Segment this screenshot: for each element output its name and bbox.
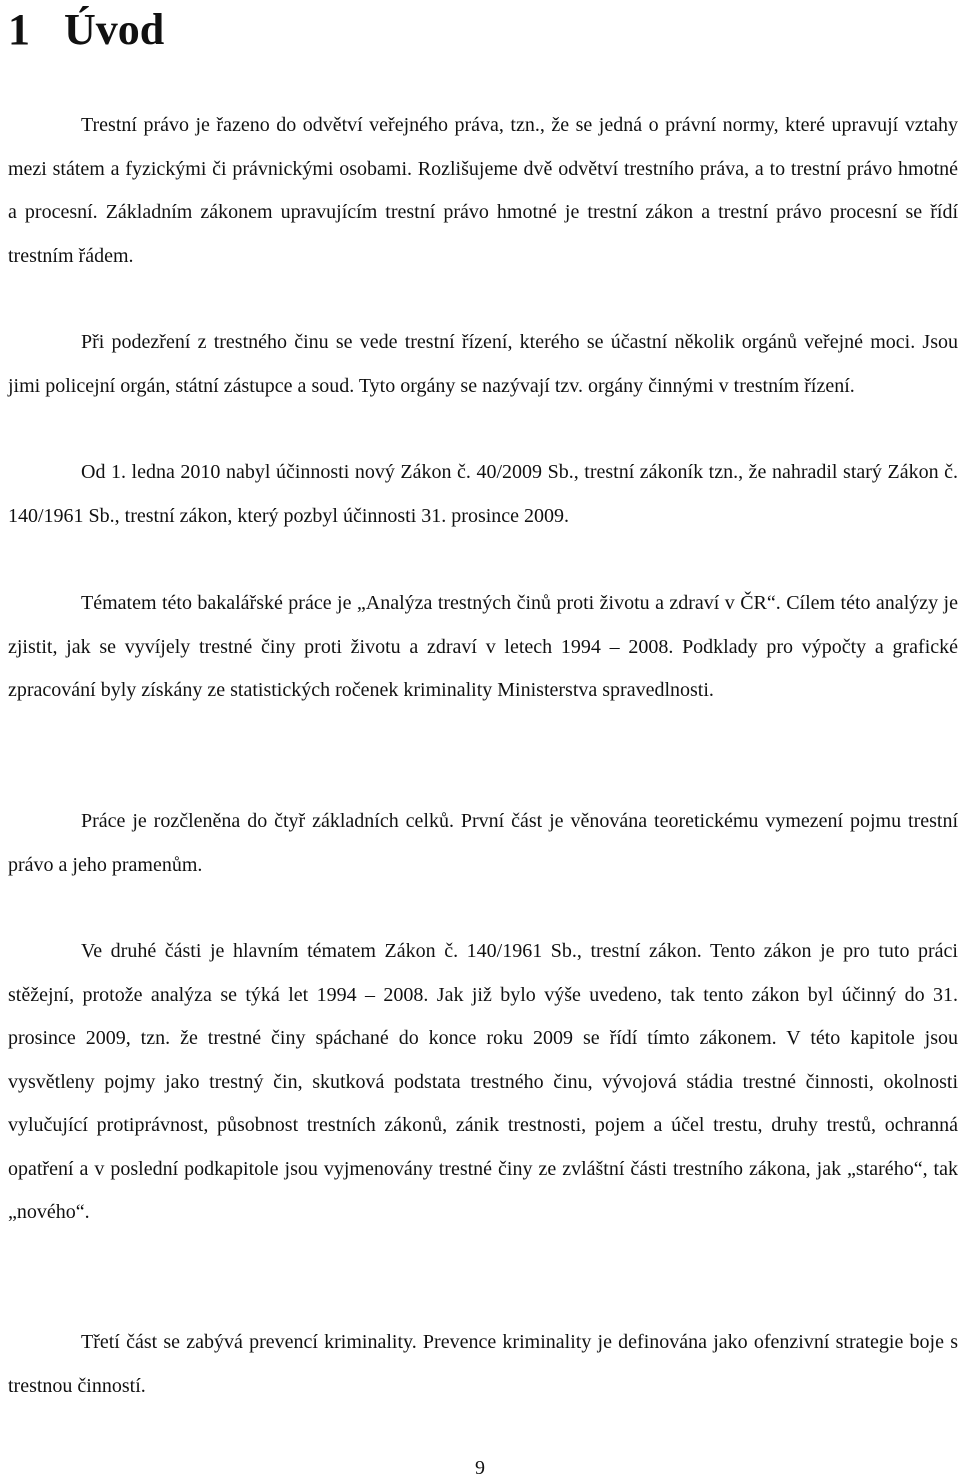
paragraph-structure: Práce je rozčleněna do čtyř základních celků. První část je věnována teoretickému vymezení pojmu trestní právo a jeho pramenům. <box>8 810 958 876</box>
chapter-number: 1 <box>8 5 30 54</box>
paragraph-intro: Trestní právo je řazeno do odvětví veřejného práva, tzn., že se jedná o právní normy, které upravují vztahy mezi státem a fyzickými či právnickými osobami. Rozlišujeme dvě odvětví trestního práva, a to trestní právo hmotné a procesní. Základním zákonem upravujícím trestní právo hmotné je trestní zákon a trestní právo procesní se řídí trestním řádem. <box>8 114 958 267</box>
page-number: 9 <box>475 1457 485 1479</box>
paragraph-thesis-topic: Tématem této bakalářské práce je „Analýza trestných činů proti životu a zdraví v ČR“. Cílem této analýzy je zjistit, jak se vyvíjely trestné činy proti životu a zdraví v letech 1994 – 2008. Podklady pro výpočty a grafické zpracování byly získány ze statistických ročenek kriminality Ministerstva spravedlnosti. <box>8 592 958 701</box>
paragraph-new-code: Od 1. ledna 2010 nabyl účinnosti nový Zákon č. 40/2009 Sb., trestní zákoník tzn., že nahradil starý Zákon č. 140/1961 Sb., trestní zákon, který pozbyl účinnosti 31. prosince 2009. <box>8 461 958 527</box>
paragraph-third-part: Třetí část se zabývá prevencí kriminality. Prevence kriminality je definována jako ofenzivní strategie boje s trestnou činností. <box>8 1331 958 1397</box>
paragraph-second-part: Ve druhé části je hlavním tématem Zákon č. 140/1961 Sb., trestní zákon. Tento zákon je pro tuto práci stěžejní, protože analýza se týká let 1994 – 2008. Jak již bylo výše uvedeno, tak tento zákon byl účinný do 31. prosince 2009, tzn. že trestné činy spáchané do konce roku 2009 se řídí tímto zákonem. V této kapitole jsou vysvětleny pojmy jako trestný čin, skutková podstata trestného činu, vývojová stádia trestné činnosti, okolnosti vylučující protiprávnost, působnost trestních zákonů, zánik trestnosti, pojem a účel trestu, druhy trestů, ochranná opatření a v poslední podkapitole jsou vyjmenovány trestné činy ze zvláštní části trestního zákona, jak „starého“, tak „nového“. <box>8 940 958 1223</box>
chapter-title: Úvod <box>64 5 165 54</box>
paragraph-criminal-proceedings: Při podezření z trestného činu se vede trestní řízení, kterého se účastní několik orgánů veřejné moci. Jsou jimi policejní orgán, státní zástupce a soud. Tyto orgány se nazývají tzv. orgány činnými v trestním řízení. <box>8 331 958 397</box>
chapter-heading <box>8 2 164 58</box>
